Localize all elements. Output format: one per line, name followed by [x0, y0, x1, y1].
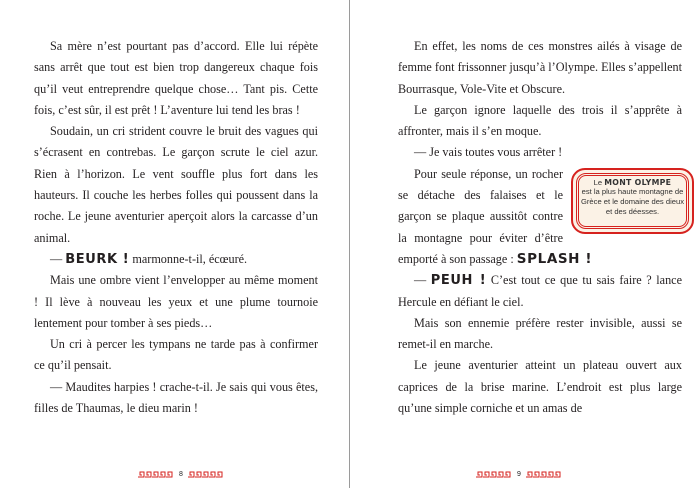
paragraph: Sa mère n’est pourtant pas d’accord. Elle lui répète sans arrêt que tout est bien trop dangereux chaque fois qu’il veut entreprendre quelque chose… Tant pis. Cette fois, c’est sûr, il est prêt ! L’aventure lui tend les bras ! — [34, 39, 318, 117]
paragraph — [34, 249, 318, 270]
paragraph — [398, 164, 682, 270]
paragraph: Mais une ombre vient l’envelopper au même moment ! Il lève à nouveau les yeux et une plume tournoie lentement pour tomber à ses pieds… — [34, 273, 318, 330]
paragraph: Un cri à percer les tympans ne tarde pas à confirmer ce qu’il pensait. — [34, 337, 318, 373]
greek-key-ornament-icon — [526, 471, 562, 478]
dialogue-dash: — — [50, 251, 66, 266]
dialogue-text: marmonne-t-il, écœuré. — [129, 251, 248, 266]
info-box-title: MONT OLYMPE — [604, 177, 672, 187]
greek-key-ornament-icon — [476, 471, 512, 478]
info-box-text: est la plus haute montagne de Grèce et le domaine des dieux et des déesses. — [581, 187, 684, 216]
paragraph: — Maudites harpies ! crache-t-il. Je sais qui vous êtes, filles de Thaumas, le dieu marin ! — [34, 379, 318, 416]
onomatopoeia-peuh: PEUH ! — [430, 273, 487, 289]
paragraph: Soudain, un cri strident couvre le bruit des vagues qui s’écrasent en contrebas. Le garçon scrute le ciel azur. Rien à l’horizon. Le vent souffle plus fort dans les hauteurs. Il couche les herbes folles qui poussent dans la roche. Le jeune aventurier aperçoit alors la carcasse d’un animal. — [34, 124, 318, 245]
paragraph: — Je vais toutes vous arrêter ! — [414, 145, 563, 160]
left-page-text — [34, 36, 318, 419]
paragraph: Mais son ennemie préfère rester invisible, aussi se remet-il en marche. — [398, 315, 682, 352]
dialogue-text: C’est tout ce que tu sais faire ? lance Hercule en défiant le ciel. — [398, 273, 683, 309]
paragraph: En effet, les noms de ces monstres ailés à visage de femme font frissonner jusqu’à l’Olympe. Elles s’appellent Bourrasque, Vole-Vite et Obscure. — [398, 39, 682, 96]
greek-key-ornament-icon — [138, 471, 174, 478]
paragraph: Le garçon ignore laquelle des trois il s’apprête à affronter, mais il s’en moque. — [398, 102, 682, 139]
info-box-mont-olympe — [571, 168, 694, 234]
page-number: 9 — [517, 471, 521, 478]
right-page-text — [398, 36, 682, 419]
dialogue-dash: — — [414, 273, 431, 288]
greek-key-ornament-icon — [188, 471, 224, 478]
info-box-content — [577, 175, 688, 216]
right-page — [350, 0, 699, 488]
onomatopoeia-splash: SPLASH ! — [516, 250, 593, 267]
info-box-lead: Le — [593, 177, 605, 187]
right-page-footer — [476, 471, 562, 478]
paragraph — [398, 270, 682, 313]
page-number: 8 — [179, 471, 183, 478]
paragraph: Le jeune aventurier atteint un plateau ouvert aux caprices de la brise marine. L’endroit est plus large qu’une simple corniche et un amas de — [398, 358, 682, 416]
paragraph-text: Pour seule réponse, un rocher se détache des falaises et le garçon se plaque aussitôt contre la montagne pour éviter d’être emporté à son passage : — [398, 166, 563, 266]
left-page-footer — [138, 471, 224, 478]
onomatopoeia-beurk: BEURK ! — [65, 251, 130, 267]
